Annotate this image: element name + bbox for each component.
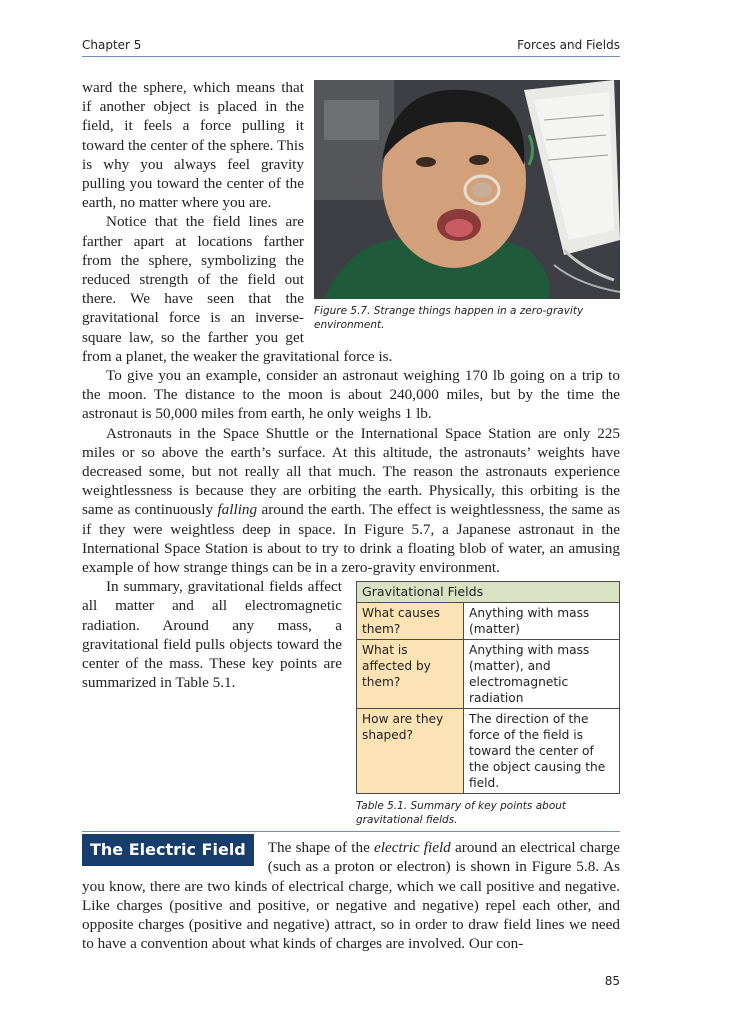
- table-question: How are they shaped?: [357, 709, 464, 794]
- gravitational-fields-table: [356, 581, 620, 794]
- astronaut-photo: [314, 80, 620, 299]
- paragraph-3: To give you an example, consider an astronaut weighing 170 lb going on a trip to the moon. The distance to the moon is about 240,000 miles, but by the time the astronaut is 50,000 miles from earth, he only weighs 1 lb.: [82, 367, 620, 423]
- paragraph-2: Notice that the field lines are farther apart at locations farther from the sphere, symbolizing the reduced strength of the field out there. We have seen that the gravitational force is an inverse-square law, so the farther you get from a planet, the weaker the gravitational force is.: [82, 213, 393, 365]
- paragraph-1: ward the sphere, which means that if another object is placed in the field, it feels a force pulling it toward the center of the sphere. This is why you always feel gravity pulling you toward the center of the earth, no matter where you are.: [82, 79, 304, 212]
- emphasis-falling: falling: [217, 501, 258, 519]
- table-caption: Table 5.1. Summary of key points about gravitational fields.: [356, 800, 567, 826]
- table-row: [357, 709, 620, 794]
- table-5-1: [356, 581, 620, 827]
- emphasis-electric-field: electric field: [374, 839, 451, 857]
- paragraph-6-part-1: The shape of the: [267, 839, 375, 857]
- page-body: [82, 78, 620, 954]
- table-answer: The direction of the force of the field is toward the center of the object causing the field.: [464, 709, 620, 794]
- table-row: [357, 603, 620, 640]
- table-question: What causes them?: [357, 603, 464, 640]
- paragraph-5: In summary, gravitational fields affect all matter and all electromagnetic radiation. Around any mass, a gravitational field pulls objects toward the center of the mass. These key points are summarized in Table 5.1.: [82, 578, 342, 692]
- table-answer: Anything with mass (matter), and electromagnetic radiation: [464, 640, 620, 709]
- table-title: Gravitational Fields: [357, 582, 620, 603]
- table-row: [357, 640, 620, 709]
- chapter-label: Chapter 5: [82, 38, 142, 52]
- section-rule: [82, 831, 620, 832]
- paragraph-6-part-2: around an electrical charge (such as a proton or electron) is shown in Figure 5.8. As you know, there are two kinds of electrical charge, which we call positive and negative. Like charges (positive and positive, or negative and negative) repel each other, and opposite charges (positive and negative) attract, so in order to draw field lines we need to have a convention about what kinds of charges are involved. Our con-: [82, 839, 620, 953]
- table-answer: Anything with mass (matter): [464, 603, 620, 640]
- figure-caption: Figure 5.7. Strange things happen in a zero-gravity environment.: [314, 305, 584, 331]
- running-header: [82, 38, 620, 57]
- table-question: What is affected by them?: [357, 640, 464, 709]
- paragraph-4-part-2: around the earth. The effect is weightlessness, the same as if they were weightless deep in space. In Figure 5.7, a Japanese astronaut in the International Space Station is about to try to drink a floating blob of water, an amusing example of how strange things can be in a zero-gravity environment.: [82, 501, 620, 577]
- chapter-title: Forces and Fields: [517, 38, 620, 52]
- paragraph-4-part-1: Astronauts in the Space Shuttle or the International Space Station are only 225 miles or so above the earth’s surface. At this altitude, the astronauts’ weights have decreased some, but not really all that much. The reason the astronauts experience weightlessness is because they are orbiting the earth. Physically, this orbiting is the same as continuously: [82, 424, 620, 519]
- section-title: The Electric Field: [82, 834, 254, 866]
- astronaut-illustration: [314, 80, 620, 299]
- figure-5-7: [314, 80, 620, 332]
- page-number: 85: [604, 974, 620, 988]
- paragraph-4: [82, 424, 620, 578]
